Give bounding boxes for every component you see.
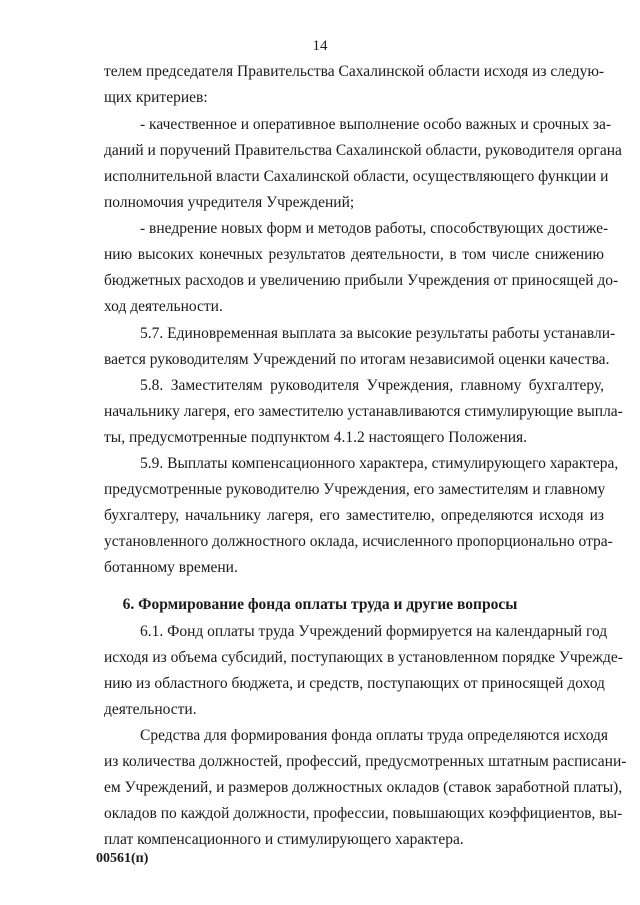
text-line: щих критериев: [104, 89, 208, 106]
text-line: 5.7. Единовременная выплата за высокие результаты работы устанавли- [140, 325, 616, 342]
text-line: - качественное и оперативное выполнение особо важных и срочных за- [140, 116, 611, 133]
text-line: плат компенсационного и стимулирующего характера. [104, 831, 464, 848]
text-line: нию высоких конечных результатов деятельности, в том числе снижению [104, 246, 604, 263]
text-line: бюджетных расходов и увеличению прибыли Учреждения от приносящей до- [104, 272, 619, 289]
text-line: - внедрение новых форм и методов работы, способствующих достиже- [140, 220, 609, 237]
text-line: полномочия учредителя Учреждений; [104, 194, 355, 211]
text-line: ботанному времени. [104, 559, 238, 576]
text-line: нию из областного бюджета, и средств, поступающих от приносящей доход [104, 675, 605, 692]
text-line: 5.8. Заместителям руководителя Учреждения, главному бухгалтеру, [140, 377, 604, 394]
text-line: ты, предусмотренные подпунктом 4.1.2 настоящего Положения. [104, 429, 528, 446]
text-line: ем Учреждений, и размеров должностных окладов (ставок заработной платы), [104, 779, 623, 796]
text-line: установленного должностного оклада, исчисленного пропорционально отра- [104, 533, 613, 550]
text-line: даний и поручений Правительства Сахалинской области, руководителя органа [104, 142, 622, 159]
text-line: начальнику лагеря, его заместителю устанавливаются стимулирующие выпла- [104, 403, 623, 420]
text-line: 5.9. Выплаты компенсационного характера, стимулирующего характера, [140, 455, 619, 472]
section-heading: 6. Формирование фонда оплаты труда и другие вопросы [122, 596, 518, 613]
text-line: 6.1. Фонд оплаты труда Учреждений формируется на календарный год [140, 623, 608, 640]
text-line: бухгалтеру, начальнику лагеря, его заместителю, определяются исходя из [104, 507, 604, 524]
text-line: деятельности. [104, 701, 197, 718]
text-line: телем председателя Правительства Сахалинской области исходя из следую- [104, 63, 605, 80]
text-line: Средства для формирования фонда оплаты труда определяются исходя [140, 727, 609, 744]
text-line: исполнительной власти Сахалинской области, осуществляющего функции и [104, 168, 609, 185]
document-code: 00561(п) [96, 851, 149, 866]
text-line: вается руководителям Учреждений по итогам независимой оценки качества. [104, 351, 610, 368]
page-number: 14 [312, 38, 328, 54]
text-line: окладов по каждой должности, профессии, повышающих коэффициентов, вы- [104, 805, 623, 822]
text-line: ход деятельности. [104, 298, 223, 315]
text-line: из количества должностей, профессий, предусмотренных штатным расписани- [104, 753, 627, 770]
text-line: исходя из объема субсидий, поступающих в установленном порядке Учрежде- [104, 649, 623, 666]
text-line: предусмотренные руководителю Учреждения, его заместителям и главному [104, 481, 606, 498]
